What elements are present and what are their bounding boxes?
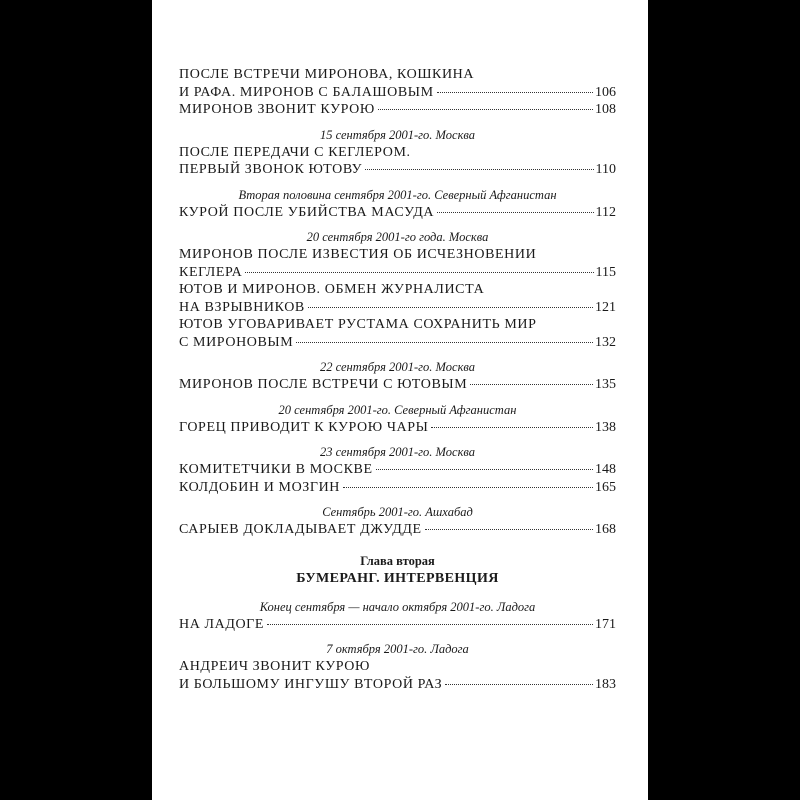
toc-entry-title: КОЛДОБИН И МОЗГИН <box>179 479 341 495</box>
section-date-header: 20 сентября 2001-го. Северный Афганистан <box>278 402 517 417</box>
toc-group <box>179 126 616 179</box>
toc-entry-title: ПОСЛЕ ВСТРЕЧИ МИРОНОВА, КОШКИНА <box>179 67 475 82</box>
page-number: 112 <box>595 204 616 220</box>
toc-entry-title: ЮТОВ УГОВАРИВАЕТ РУСТАМА СОХРАНИТЬ МИР <box>179 317 537 332</box>
toc-entry[interactable] <box>179 246 616 281</box>
toc-entry[interactable] <box>179 316 616 351</box>
page-number: 168 <box>595 522 616 537</box>
toc-entry-title: ЮТОВ И МИРОНОВ. ОБМЕН ЖУРНАЛИСТА <box>179 282 485 297</box>
toc-group <box>179 640 616 693</box>
toc-entry-title: НА ЛАДОГЕ <box>179 616 265 632</box>
toc-entry-line <box>179 161 616 179</box>
toc-entry-line <box>179 616 616 634</box>
chapter-label: Глава вторая <box>360 553 435 568</box>
toc-entry[interactable] <box>179 66 616 101</box>
page-number: 106 <box>595 84 616 100</box>
toc-entry-line <box>179 479 616 497</box>
section-date-header: 20 сентября 2001-го года. Москва <box>306 230 489 244</box>
toc-section-chapter-one <box>179 66 616 539</box>
toc-entry-line <box>179 658 616 676</box>
toc-entry-line <box>179 299 616 317</box>
toc-entry-line <box>179 376 616 394</box>
toc-entry-title: ПОСЛЕ ПЕРЕДАЧИ С КЕГЛЕРОМ. <box>179 144 411 160</box>
dot-leader <box>437 91 593 93</box>
toc-entry-line <box>179 264 616 282</box>
dot-leader <box>267 623 593 625</box>
section-date-header: Конец сентября — начало октября 2001-го. Ладога <box>259 599 536 614</box>
toc-entry-line <box>179 316 616 334</box>
toc-entry-title: ПЕРВЫЙ ЗВОНОК ЮТОВУ <box>179 162 363 177</box>
page-number: 115 <box>595 264 616 280</box>
dot-leader <box>343 486 593 488</box>
toc-entry-title: НА ВЗРЫВНИКОВ <box>179 299 305 315</box>
dot-leader <box>296 341 593 343</box>
dot-leader <box>437 211 593 213</box>
toc-section-chapter-two <box>179 598 616 694</box>
section-date-header: 23 сентября 2001-го. Москва <box>319 445 476 459</box>
toc-entry-title: САРЫЕВ ДОКЛАДЫВАЕТ ДЖУДДЕ <box>179 522 422 537</box>
toc-entry-title: МИРОНОВ ПОСЛЕ ИЗВЕСТИЯ ОБ ИСЧЕЗНОВЕНИИ <box>179 247 537 262</box>
dot-leader <box>245 271 593 273</box>
table-of-contents <box>179 66 616 693</box>
toc-entry[interactable] <box>179 101 616 119</box>
toc-group <box>179 66 616 119</box>
toc-entry-title: КЕГЛЕРА <box>179 264 243 280</box>
toc-entry-line <box>179 84 616 102</box>
toc-group <box>179 228 616 351</box>
toc-entry-line <box>179 461 616 479</box>
page-number: 121 <box>595 299 616 315</box>
toc-entry-line <box>179 676 616 694</box>
page-number: 132 <box>595 334 616 350</box>
section-date-header: Вторая половина сентября 2001-го. Северный Афганистан <box>238 187 557 202</box>
toc-entry[interactable] <box>179 479 616 497</box>
page-number: 171 <box>595 616 616 632</box>
chapter-heading <box>179 552 616 588</box>
toc-group <box>179 186 616 222</box>
page-number: 110 <box>595 162 616 177</box>
toc-entry-line <box>179 419 616 437</box>
toc-entry[interactable] <box>179 281 616 316</box>
toc-entry-title: МИРОНОВ ПОСЛЕ ВСТРЕЧИ С ЮТОВЫМ <box>179 377 468 392</box>
section-date-header: 7 октября 2001-го. Ладога <box>326 642 469 656</box>
section-date-header: 22 сентября 2001-го. Москва <box>319 360 476 374</box>
toc-entry-title: МИРОНОВ ЗВОНИТ КУРОЮ <box>179 102 375 117</box>
toc-entry-title: И РАФА. МИРОНОВ С БАЛАШОВЫМ <box>179 84 434 100</box>
toc-entry-line <box>179 101 616 119</box>
page-number: 138 <box>595 419 616 435</box>
chapter-title: БУМЕРАНГ. ИНТЕРВЕНЦИЯ <box>296 570 499 586</box>
toc-group <box>179 358 616 394</box>
dot-leader <box>378 108 593 110</box>
dot-leader <box>431 426 593 428</box>
toc-entry-line <box>179 246 616 264</box>
page-number: 135 <box>595 377 616 392</box>
toc-entry-title: ГОРЕЦ ПРИВОДИТ К КУРОЮ ЧАРЫ <box>179 419 429 435</box>
toc-entry-line <box>179 66 616 84</box>
dot-leader <box>308 306 593 308</box>
toc-entry-title: КОМИТЕТЧИКИ В МОСКВЕ <box>179 462 373 477</box>
toc-entry[interactable] <box>179 461 616 479</box>
toc-entry[interactable] <box>179 658 616 693</box>
toc-entry-line <box>179 521 616 539</box>
toc-entry-line <box>179 281 616 299</box>
toc-entry-line <box>179 334 616 352</box>
page-number: 108 <box>595 102 616 117</box>
toc-entry-line <box>179 204 616 222</box>
dot-leader <box>365 168 593 170</box>
toc-entry[interactable] <box>179 616 616 634</box>
toc-entry-title: АНДРЕИЧ ЗВОНИТ КУРОЮ <box>179 659 370 674</box>
section-date-header: 15 сентября 2001-го. Москва <box>319 127 476 142</box>
dot-leader <box>425 528 593 530</box>
toc-group <box>179 503 616 539</box>
toc-entry-title: КУРОЙ ПОСЛЕ УБИЙСТВА МАСУДА <box>179 204 435 220</box>
toc-entry-title: И БОЛЬШОМУ ИНГУШУ ВТОРОЙ РАЗ <box>179 676 443 692</box>
toc-group <box>179 443 616 496</box>
dot-leader <box>376 468 593 470</box>
dot-leader <box>470 383 593 385</box>
toc-entry[interactable] <box>179 521 616 539</box>
book-page <box>152 0 648 800</box>
toc-entry[interactable] <box>179 144 616 179</box>
section-date-header: Сентябрь 2001-го. Ашхабад <box>322 505 473 519</box>
page-number: 183 <box>595 676 616 692</box>
toc-entry[interactable] <box>179 204 616 222</box>
page-number: 165 <box>595 479 616 495</box>
dot-leader <box>445 683 593 685</box>
toc-entry-line <box>179 144 616 162</box>
toc-entry[interactable] <box>179 376 616 394</box>
toc-group <box>179 401 616 437</box>
toc-group <box>179 598 616 634</box>
toc-entry-title: С МИРОНОВЫМ <box>179 334 294 350</box>
page-number: 148 <box>595 462 616 477</box>
toc-entry[interactable] <box>179 419 616 437</box>
